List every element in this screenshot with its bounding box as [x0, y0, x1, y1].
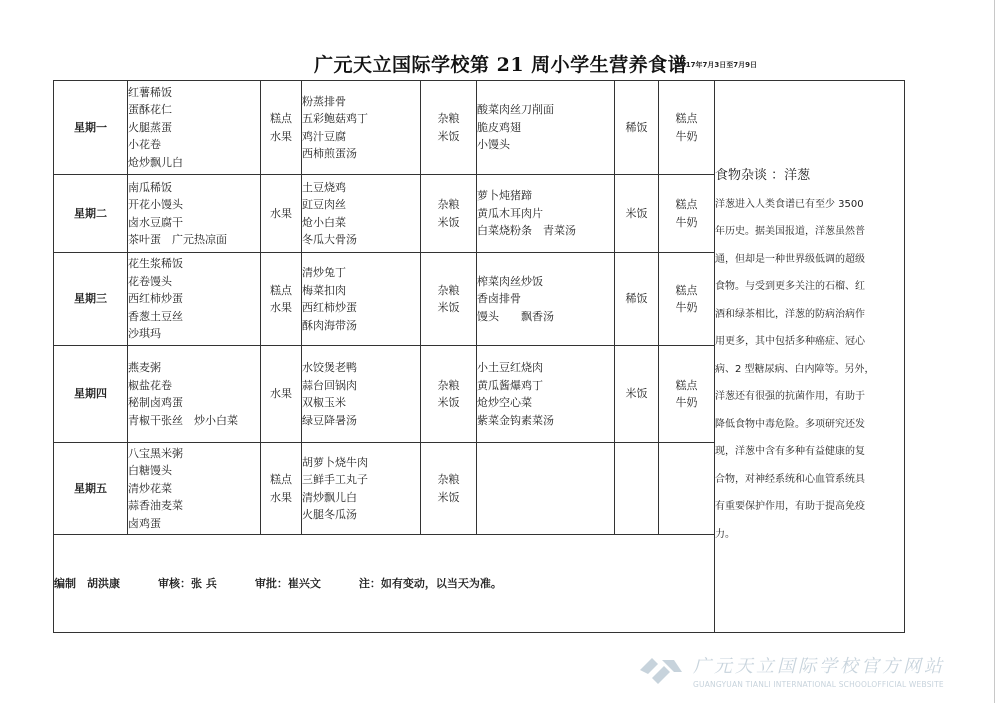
- snack-fruit-cell-item: 糕点: [270, 473, 292, 486]
- staple-cell: [421, 443, 477, 535]
- staple-cell-item: 米饭: [437, 490, 460, 504]
- supper-cell-item: 榨菜肉丝炒饭: [477, 274, 543, 288]
- supper-cell-item: 白菜烧粉条 青菜汤: [477, 224, 576, 238]
- lunch-cell-item: 炝小白菜: [302, 215, 346, 229]
- staple-cell-item: 杂粮: [437, 198, 460, 211]
- snack-fruit-cell-item: 糕点: [270, 283, 292, 297]
- breakfast-cell-item: 小花卷: [128, 138, 161, 152]
- sidebar-line: 力。: [715, 528, 735, 540]
- breakfast-cell-item: 清炒花菜: [128, 481, 172, 495]
- sidebar-text: [715, 191, 904, 549]
- breakfast-cell-item: 茶叶蛋 广元热凉面: [128, 233, 227, 246]
- lunch-cell-item: 双椒玉米: [302, 396, 346, 409]
- lunch-cell-item: 鸡汁豆腐: [302, 129, 346, 143]
- breakfast-cell-item: 花生浆稀饭: [128, 257, 183, 271]
- porridge-cell: 稀饭: [615, 81, 659, 175]
- supper-cell-item: 小馒头: [477, 138, 510, 152]
- night-snack-cell-item: 牛奶: [675, 215, 698, 229]
- sidebar-line: 食物。与受到更多关注的石榴、红: [715, 281, 865, 293]
- breakfast-cell-item: 西红柿炒蛋: [128, 292, 183, 306]
- breakfast-cell-item: 蒜香油麦菜: [128, 499, 183, 513]
- lunch-cell-item: 三鲜手工丸子: [302, 473, 368, 486]
- lunch-cell-item: 清炒飘儿白: [302, 490, 357, 504]
- lunch-cell-item: 五彩鲍菇鸡丁: [302, 112, 368, 125]
- night-snack-cell-item: 糕点: [675, 378, 698, 392]
- breakfast-cell-item: 火腿蒸蛋: [128, 120, 172, 134]
- lunch-cell-item: 火腿冬瓜汤: [302, 508, 357, 521]
- breakfast-cell-item: 蛋酥花仁: [128, 103, 172, 117]
- staple-cell-item: 米饭: [437, 215, 460, 229]
- supper-cell: [477, 346, 615, 443]
- supper-cell-item: 脆皮鸡翅: [477, 120, 521, 134]
- supper-cell-item: 炝炒空心菜: [477, 396, 532, 409]
- lunch-cell-item: 冬瓜大骨汤: [302, 233, 357, 246]
- staple-cell-item: 米饭: [437, 129, 460, 143]
- breakfast-cell-item: 八宝黑米粥: [128, 446, 183, 460]
- snack-fruit-cell-item: 水果: [270, 387, 292, 401]
- date-range: 2017年7月3日至7月9日: [676, 61, 757, 69]
- lunch-cell: [302, 175, 421, 253]
- breakfast-cell-item: 卤鸡蛋: [128, 516, 161, 530]
- food-talk-sidebar: [715, 81, 905, 633]
- lunch-cell-item: 胡萝卜烧牛肉: [302, 455, 368, 469]
- breakfast-cell-item: 青椒干张丝 炒小白菜: [128, 413, 238, 427]
- footer-signatures: [54, 535, 715, 633]
- porridge-cell: 米饭: [615, 175, 659, 253]
- night-snack-cell-item: 糕点: [675, 283, 698, 297]
- breakfast-cell-item: 香葱土豆丝: [128, 309, 183, 323]
- night-snack-cell: [659, 346, 715, 443]
- breakfast-cell-item: 花卷馒头: [128, 274, 172, 288]
- sidebar-title: 食物杂谈 ：洋葱: [715, 167, 811, 183]
- lunch-cell-item: 粉蒸排骨: [302, 94, 346, 108]
- supper-cell: [477, 81, 615, 175]
- lunch-cell-item: 蒜台回锅肉: [302, 378, 357, 392]
- lunch-cell-item: 酥肉海带汤: [302, 318, 357, 332]
- sidebar-line: 现，洋葱中含有多种有益健康的复: [715, 446, 865, 458]
- lunch-cell-item: 绿豆降暑汤: [302, 413, 357, 427]
- day-label: 星期二: [54, 175, 128, 253]
- page-title: 广元天立国际学校第 21 周小学生营养食谱: [314, 54, 688, 76]
- lunch-cell: [302, 253, 421, 346]
- sidebar-line: 有重要保护作用，有助于提高免疫: [715, 501, 865, 513]
- supper-cell-item: 酸菜肉丝刀削面: [477, 103, 554, 117]
- staple-cell-item: 米饭: [437, 396, 460, 409]
- snack-fruit-cell-item: 糕点: [270, 112, 292, 125]
- supper-cell: [477, 253, 615, 346]
- breakfast-cell-item: 白糖馒头: [128, 464, 172, 478]
- night-snack-cell: [659, 175, 715, 253]
- staple-cell-item: 杂粮: [437, 378, 460, 392]
- staple-cell-item: 杂粮: [437, 112, 460, 125]
- lunch-cell-item: 水饺煲老鸭: [302, 361, 357, 374]
- supper-cell: [477, 175, 615, 253]
- sidebar-line: 洋葱进入人类食谱已有至少 3500: [715, 198, 864, 210]
- sidebar-line: 酒和绿茶相比，洋葱的防病治病作: [715, 308, 865, 320]
- breakfast-cell: [128, 443, 261, 535]
- staple-cell: [421, 346, 477, 443]
- supper-cell-item: 馒头 飘香汤: [477, 309, 554, 323]
- night-snack-cell-item: 牛奶: [675, 301, 698, 314]
- porridge-cell: [615, 443, 659, 535]
- menu-row: [54, 81, 905, 175]
- breakfast-cell-item: 卤水豆腐干: [128, 215, 183, 229]
- breakfast-cell-item: 秘制卤鸡蛋: [128, 396, 183, 409]
- lunch-cell: [302, 81, 421, 175]
- night-snack-cell-item: 牛奶: [675, 396, 698, 409]
- lunch-cell-item: 梅菜扣肉: [302, 283, 346, 297]
- sidebar-line: 病、2 型糖尿病、白内障等。另外，: [715, 363, 875, 375]
- compiler-label: 编制 胡洪康: [54, 576, 120, 590]
- day-label: 星期三: [54, 253, 128, 346]
- supper-cell-item: 小土豆红烧肉: [477, 361, 543, 374]
- watermark-en: GUANGYUAN TIANLI INTERNATIONAL SCHOOLOFFICIAL WEBSITE: [693, 680, 944, 689]
- breakfast-cell: [128, 175, 261, 253]
- breakfast-cell-item: 椒盐花卷: [128, 378, 172, 392]
- snack-fruit-cell: [261, 443, 302, 535]
- breakfast-cell-item: 开花小馒头: [128, 198, 183, 211]
- night-snack-cell: [659, 81, 715, 175]
- porridge-cell: 稀饭: [615, 253, 659, 346]
- page-edge-line: [994, 0, 995, 703]
- day-label: 星期一: [54, 81, 128, 175]
- change-note: 注：如有变动，以当天为准。: [358, 576, 502, 590]
- sidebar-line: 降低食物中毒危险。多项研究还发: [715, 418, 865, 430]
- night-snack-cell: [659, 253, 715, 346]
- breakfast-cell-item: 燕麦粥: [128, 361, 161, 374]
- lunch-cell: [302, 346, 421, 443]
- sidebar-line: 洋葱还有很强的抗菌作用，有助于: [715, 391, 865, 403]
- sidebar-line: 年历史。据美国报道，洋葱虽然普: [715, 226, 865, 238]
- sidebar-line: 合物，对神经系统和心血管系统具: [715, 473, 865, 485]
- lunch-cell-item: 西柿煎蛋汤: [302, 147, 357, 160]
- lunch-cell: [302, 443, 421, 535]
- breakfast-cell-item: 南瓜稀饭: [128, 180, 172, 194]
- day-label: 星期四: [54, 346, 128, 443]
- lunch-cell-item: 清炒兔丁: [302, 266, 346, 279]
- lunch-cell-item: 土豆烧鸡: [302, 180, 346, 194]
- staple-cell-item: 米饭: [437, 301, 460, 314]
- breakfast-cell: [128, 346, 261, 443]
- staple-cell: [421, 175, 477, 253]
- sidebar-line: 用更多，其中包括多种癌症、冠心: [715, 336, 865, 348]
- breakfast-cell-item: 沙琪玛: [128, 327, 161, 341]
- staple-cell: [421, 253, 477, 346]
- supper-cell-item: 萝卜炖猪蹄: [477, 189, 532, 203]
- supper-cell-item: 紫菜金钩素菜汤: [477, 413, 554, 427]
- supper-cell: [477, 443, 615, 535]
- approver-label: 审批：崔兴文: [254, 576, 321, 590]
- night-snack-cell-item: 牛奶: [675, 129, 698, 143]
- snack-fruit-cell: [261, 175, 302, 253]
- lunch-cell-item: 豇豆肉丝: [302, 198, 346, 211]
- reviewer-label: 审核：张 兵: [158, 576, 217, 590]
- sidebar-line: 通，但却是一种世界级低调的超级: [715, 253, 865, 265]
- night-snack-cell-item: 糕点: [675, 198, 698, 211]
- breakfast-cell: [128, 253, 261, 346]
- menu-table: [53, 80, 905, 633]
- snack-fruit-cell-item: 水果: [270, 129, 292, 143]
- breakfast-cell: [128, 81, 261, 175]
- night-snack-cell: [659, 443, 715, 535]
- school-logo-icon: [638, 652, 686, 688]
- supper-cell-item: 黄瓜木耳肉片: [477, 206, 543, 220]
- watermark-cn: 广元天立国际学校官方网站: [693, 656, 945, 677]
- watermark: [638, 650, 993, 695]
- snack-fruit-cell-item: 水果: [270, 301, 292, 314]
- breakfast-cell-item: 炝炒飘儿白: [128, 155, 183, 169]
- snack-fruit-cell-item: 水果: [270, 490, 292, 504]
- breakfast-cell-item: 红薯稀饭: [128, 85, 172, 99]
- snack-fruit-cell-item: 水果: [270, 206, 292, 220]
- snack-fruit-cell: [261, 253, 302, 346]
- porridge-cell: 米饭: [615, 346, 659, 443]
- snack-fruit-cell: [261, 81, 302, 175]
- day-label: 星期五: [54, 443, 128, 535]
- lunch-cell-item: 西红柿炒蛋: [302, 301, 357, 314]
- supper-cell-item: 黄瓜酱爆鸡丁: [477, 378, 543, 392]
- staple-cell: [421, 81, 477, 175]
- staple-cell-item: 杂粮: [437, 473, 460, 486]
- supper-cell-item: 香卤排骨: [477, 292, 521, 306]
- night-snack-cell-item: 糕点: [675, 112, 698, 125]
- snack-fruit-cell: [261, 346, 302, 443]
- staple-cell-item: 杂粮: [437, 283, 460, 297]
